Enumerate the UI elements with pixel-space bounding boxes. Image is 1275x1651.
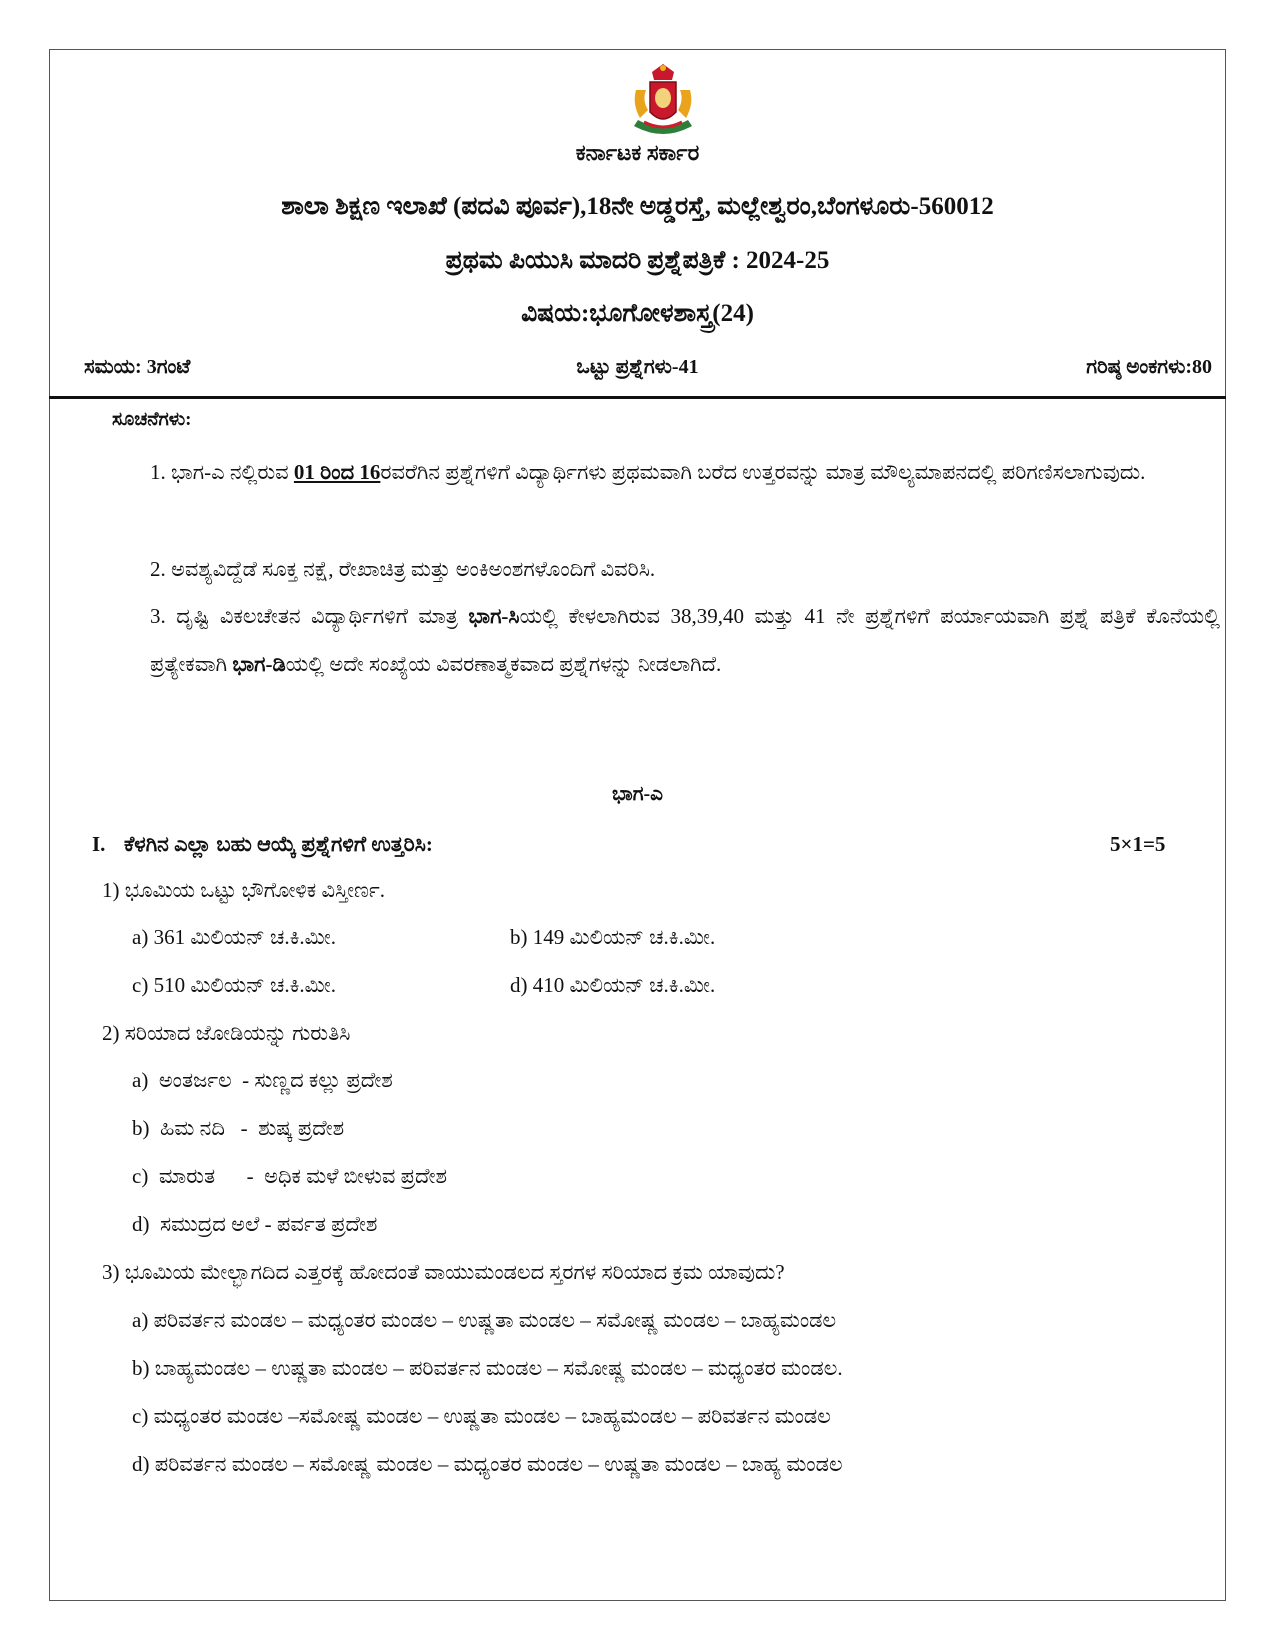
part-a-title: ಭಾಗ-ಎ [611, 783, 664, 805]
q2-option-b: b) ಹಿಮ ನದಿ - ಶುಷ್ಕ ಪ್ರದೇಶ [132, 1116, 345, 1140]
instruction-2-text: ಅವಶ್ಯವಿದ್ದೆಡೆ ಸೂಕ್ತ ನಕ್ಷೆ, ರೇಖಾಚಿತ್ರ ಮತ್ತು ಅಂಕಿಅಂಶಗಳೊಂದಿಗೆ ವಿವರಿಸಿ. [171, 557, 656, 581]
total-questions-label: ಒಟ್ಟು ಪ್ರಶ್ನೆಗಳು-41 [576, 356, 699, 378]
subject-title: ವಿಷಯ:ಭೂಗೋಳಶಾಸ್ತ್ರ(24) [521, 300, 754, 327]
instruction-3-text-3: ಯಲ್ಲಿ ಅದೇ ಸಂಖ್ಯೆಯ ವಿವರಣಾತ್ಮಕವಾದ ಪ್ರಶ್ನೆಗಳನ್ನು ನೀಡಲಾಗಿದೆ. [285, 652, 722, 676]
instructions-title: ಸೂಚನೆಗಳು: [112, 409, 192, 430]
instruction-3 [150, 592, 1220, 688]
q1-option-c: c) 510 ಮಿಲಿಯನ್ ಚ.ಕಿ.ಮೀ. [132, 973, 337, 997]
government-name: ಕರ್ನಾಟಕ ಸರ್ಕಾರ [575, 140, 700, 165]
paper-title: ಪ್ರಥಮ ಪಿಯುಸಿ ಮಾದರಿ ಪ್ರಶ್ನೆಪತ್ರಿಕೆ : 2024-25 [445, 247, 830, 274]
instruction-1-number: 1. [150, 460, 166, 484]
section-heading: ಕೆಳಗಿನ ಎಲ್ಲಾ ಬಹು ಆಯ್ಕೆ ಪ್ರಶ್ನೆಗಳಿಗೆ ಉತ್ತರಿಸಿ: [124, 832, 433, 856]
instruction-2 [150, 545, 1220, 593]
karnataka-emblem-icon [626, 62, 700, 142]
instruction-1-text-pre: ಭಾಗ-ಎ ನಲ್ಲಿರುವ [171, 460, 294, 484]
question-2: 2) ಸರಿಯಾದ ಜೋಡಿಯನ್ನು ಗುರುತಿಸಿ [102, 1021, 351, 1045]
section-marks: 5×1=5 [1110, 832, 1166, 856]
instruction-3-text-1: ದೃಷ್ಟಿ ವಿಕಲಚೇತನ ವಿದ್ಯಾರ್ಥಿಗಳಿಗೆ ಮಾತ್ರ [176, 604, 469, 628]
instruction-3-part-d: ಭಾಗ-ಡಿ [232, 652, 286, 676]
q3-option-d: d) ಪರಿವರ್ತನ ಮಂಡಲ – ಸಮೋಷ್ಣ ಮಂಡಲ – ಮಧ್ಯಂತರ ಮಂಡಲ – ಉಷ್ಣತಾ ಮಂಡಲ – ಬಾಹ್ಯ ಮಂಡಲ [132, 1452, 843, 1476]
max-marks-label: ಗರಿಷ್ಠ ಅಂಕಗಳು:80 [1086, 356, 1212, 378]
instruction-3-number: 3. [150, 604, 166, 628]
department-address: ಶಾಲಾ ಶಿಕ್ಷಣ ಇಲಾಖೆ (ಪದವಿ ಪೂರ್ವ),18ನೇ ಅಡ್ಡರಸ್ತೆ, ಮಲ್ಲೇಶ್ವರಂ,ಬೆಂಗಳೂರು-560012 [281, 193, 994, 220]
instruction-1-text-post: ರವರೆಗಿನ ಪ್ರಶ್ನೆಗಳಿಗೆ ವಿದ್ಯಾರ್ಥಿಗಳು ಪ್ರಥಮವಾಗಿ ಬರೆದ ಉತ್ತರವನ್ನು ಮಾತ್ರ ಮೌಲ್ಯಮಾಪನದಲ್ಲಿ ಪರಿಗಣಿಸಲಾಗುವುದು. [380, 460, 1146, 484]
q3-option-b: b) ಬಾಹ್ಯಮಂಡಲ – ಉಷ್ಣತಾ ಮಂಡಲ – ಪರಿವರ್ತನ ಮಂಡಲ – ಸಮೋಷ್ಣ ಮಂಡಲ – ಮಧ್ಯಂತರ ಮಂಡಲ. [132, 1356, 843, 1380]
q3-option-c: c) ಮಧ್ಯಂತರ ಮಂಡಲ –ಸಮೋಷ್ಣ ಮಂಡಲ – ಉಷ್ಣತಾ ಮಂಡಲ – ಬಾಹ್ಯಮಂಡಲ – ಪರಿವರ್ತನ ಮಂಡಲ [132, 1404, 831, 1428]
instruction-3-part-c: ಭಾಗ-ಸಿ [468, 604, 520, 628]
question-1: 1) ಭೂಮಿಯ ಒಟ್ಟು ಭೌಗೋಳಿಕ ವಿಸ್ತೀರ್ಣ. [102, 878, 386, 902]
section-number: I. [92, 832, 106, 856]
header-divider [49, 396, 1226, 399]
q1-option-b: b) 149 ಮಿಲಿಯನ್ ಚ.ಕಿ.ಮೀ. [510, 925, 716, 949]
question-3: 3) ಭೂಮಿಯ ಮೇಲ್ಭಾಗದಿದ ಎತ್ತರಕ್ಕೆ ಹೋದಂತೆ ವಾಯುಮಂಡಲದ ಸ್ತರಗಳ ಸರಿಯಾದ ಕ್ರಮ ಯಾವುದು? [102, 1260, 785, 1284]
q2-option-d: d) ಸಮುದ್ರದ ಅಲೆ - ಪರ್ವತ ಪ್ರದೇಶ [132, 1212, 378, 1236]
instruction-1 [150, 448, 1220, 496]
instruction-1-underlined: 01 ರಿಂದ 16 [293, 460, 381, 484]
q1-option-d: d) 410 ಮಿಲಿಯನ್ ಚ.ಕಿ.ಮೀ. [510, 973, 716, 997]
q2-option-c: c) ಮಾರುತ - ಅಧಿಕ ಮಳೆ ಬೀಳುವ ಪ್ರದೇಶ [132, 1164, 447, 1188]
q2-option-a: a) ಅಂತರ್ಜಲ - ಸುಣ್ಣದ ಕಲ್ಲು ಪ್ರದೇಶ [132, 1068, 393, 1092]
q3-option-a: a) ಪರಿವರ್ತನ ಮಂಡಲ – ಮಧ್ಯಂತರ ಮಂಡಲ – ಉಷ್ಣತಾ ಮಂಡಲ – ಸಮೋಷ್ಣ ಮಂಡಲ – ಬಾಹ್ಯಮಂಡಲ [132, 1308, 837, 1332]
q1-option-a: a) 361 ಮಿಲಿಯನ್ ಚ.ಕಿ.ಮೀ. [132, 925, 337, 949]
time-label: ಸಮಯ: 3ಗಂಟೆ [84, 356, 191, 378]
instruction-2-number: 2. [150, 557, 166, 581]
instruction-3-text-2: ಯಲ್ಲಿ ಕೇಳಲಾಗಿರುವ 38,39,40 ಮತ್ತು 41 ನೇ ಪ್ರಶ್ನೆಗಳಿಗೆ ಪರ್ಯಾಯವಾಗಿ ಪ್ರಶ್ನೆ ಪತ್ರಿಕೆ ಕೊನೆಯಲ್ಲಿ ಪ್ರತ್ಯೇಕವಾಗಿ [150, 604, 1220, 676]
